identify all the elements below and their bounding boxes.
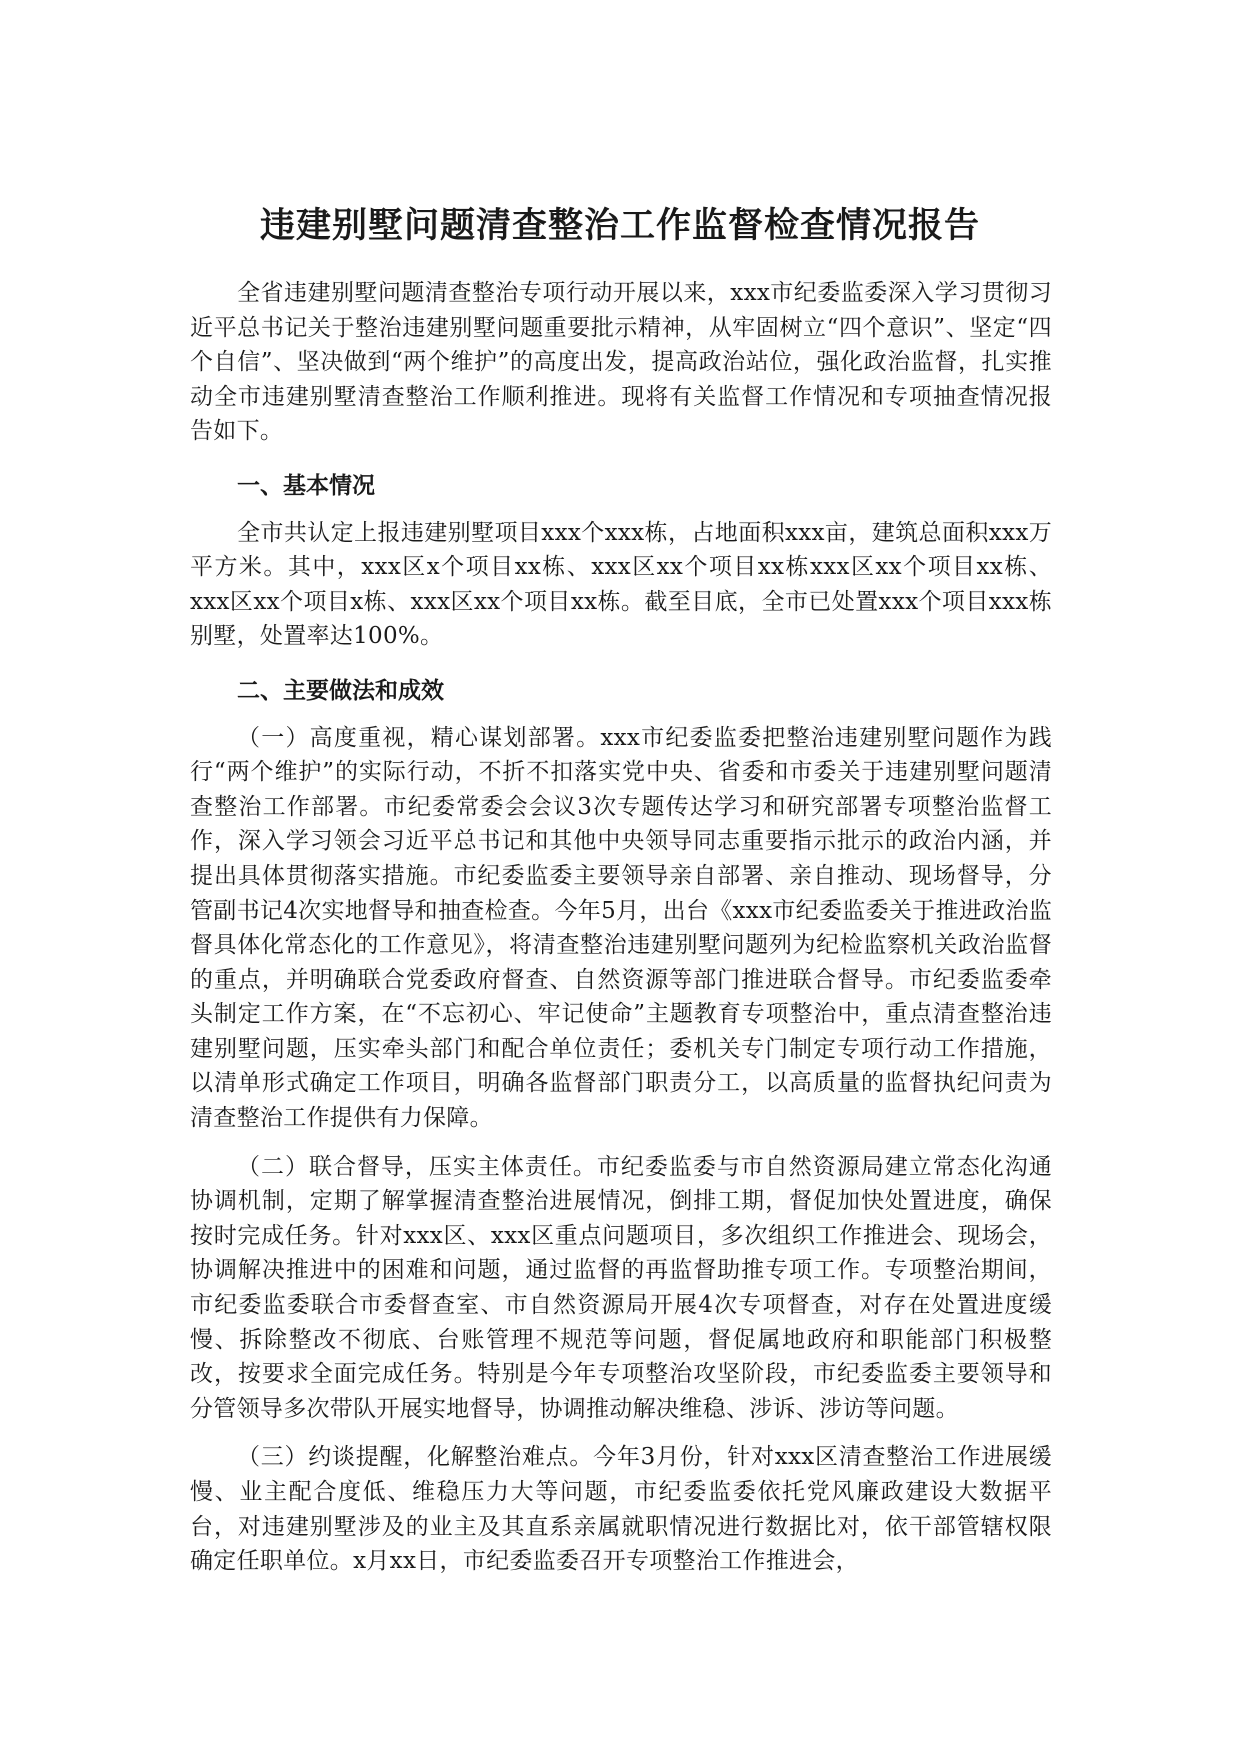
section-heading-basic-situation: 一、基本情况 <box>237 472 375 499</box>
measures-paragraph-1: （一）高度重视，精心谋划部署。xxx市纪委监委把整治违建别墅问题作为践行“两个维护”的实际行动，不折不扣落实党中央、省委和市委关于违建别墅问题清查整治工作部署。市纪委常委会会议3次专题传达学习和研究部署专项整治监督工作，深入学习领会习近平总书记和其他中央领导同志重要指示批示的政治内涵，并提出具体贯彻落实措施。市纪委监委主要领导亲自部署、亲自推动、现场督导，分管副书记4次实地督导和抽查检查。今年5月，出台《xxx市纪委监委关于推进政治监督具体化常态化的工作意见》，将清查整治违建别墅问题列为纪检监察机关政治监督的重点，并明确联合党委政府督查、自然资源等部门推进联合督导。市纪委监委牵头制定工作方案，在“不忘初心、牢记使命”主题教育专项整治中，重点清查整治违建别墅问题，压实牵头部门和配合单位责任；委机关专门制定专项行动工作措施，以清单形式确定工作项目，明确各监督部门职责分工，以高质量的监督执纪问责为清查整治工作提供有力保障。 <box>190 724 1052 1132</box>
measures-paragraph-2: （二）联合督导，压实主体责任。市纪委监委与市自然资源局建立常态化沟通协调机制，定期了解掌握清查整治进展情况，倒排工期，督促加快处置进度，确保按时完成任务。针对xxx区、xxx区重点问题项目，多次组织工作推进会、现场会，协调解决推进中的困难和问题，通过监督的再监督助推专项工作。专项整治期间，市纪委监委联合市委督查室、市自然资源局开展4次专项督查，对存在处置进度缓慢、拆除整改不彻底、台账管理不规范等问题，督促属地政府和职能部门积极整改，按要求全面完成任务。特别是今年专项整治攻坚阶段，市纪委监委主要领导和分管领导多次带队开展实地督导，协调推动解决维稳、涉诉、涉访等问题。 <box>190 1153 1052 1422</box>
document-title: 违建别墅问题清查整治工作监督检查情况报告 <box>259 206 980 246</box>
document-body <box>190 276 1052 1579</box>
measures-paragraph-3: （三）约谈提醒，化解整治难点。今年3月份，针对xxx区清查整治工作进展缓慢、业主配合度低、维稳压力大等问题，市纪委监委依托党风廉政建设大数据平台，对违建别墅涉及的业主及其直系亲属就职情况进行数据比对，依干部管辖权限确定任职单位。x月xx日，市纪委监委召开专项整治工作推进会， <box>190 1444 1052 1575</box>
section-heading-main-measures: 二、主要做法和成效 <box>237 677 444 704</box>
intro-paragraph: 全省违建别墅问题清查整治专项行动开展以来，xxx市纪委监委深入学习贯彻习近平总书记关于整治违建别墅问题重要批示精神，从牢固树立“四个意识”、坚定“四个自信”、坚决做到“两个维护”的高度出发，提高政治站位，强化政治监督，扎实推动全市违建别墅清查整治工作顺利推进。现将有关监督工作情况和专项抽查情况报告如下。 <box>190 280 1052 445</box>
basic-situation-paragraph: 全市共认定上报违建别墅项目xxx个xxx栋，占地面积xxx亩，建筑总面积xxx万平方米。其中，xxx区x个项目xx栋、xxx区xx个项目xx栋xxx区xx个项目xx栋、xxx区xx个项目x栋、xxx区xx个项目xx栋。截至目底，全市已处置xxx个项目xxx栋别墅，处置率达100%。 <box>190 519 1052 650</box>
